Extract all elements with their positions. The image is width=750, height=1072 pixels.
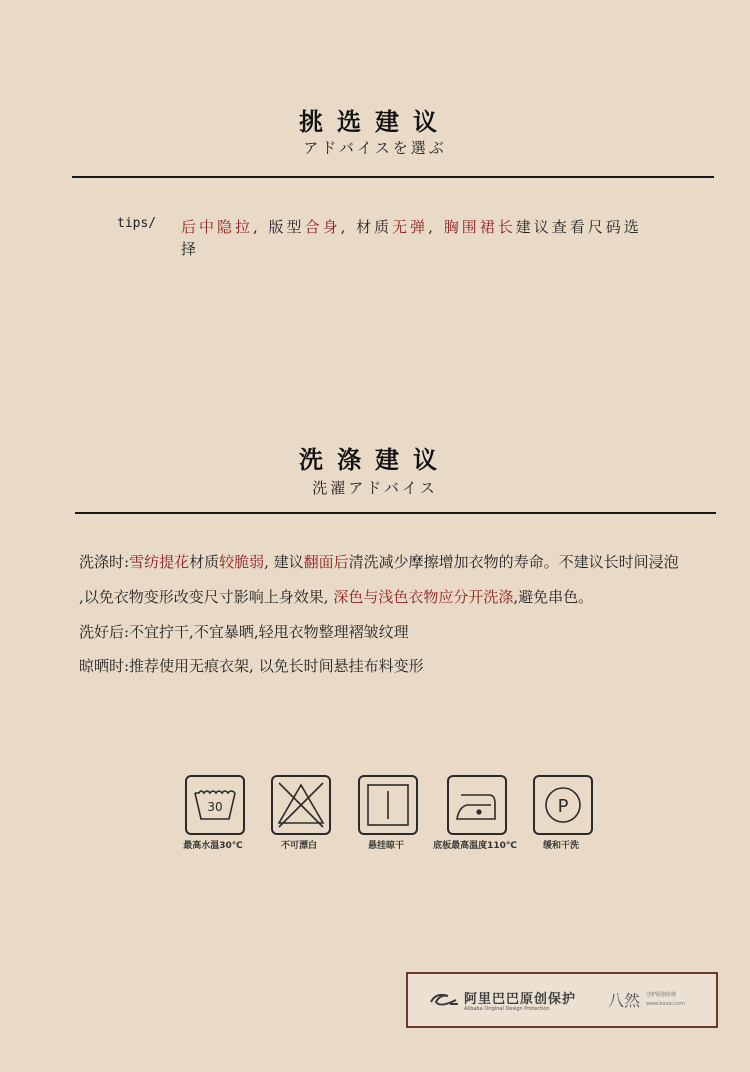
body-text: ,	[428, 218, 444, 236]
washing-divider	[75, 512, 716, 514]
highlight-text: 胸围裙长	[443, 218, 516, 236]
body-text: , 建议	[264, 553, 304, 571]
washing-paragraph	[79, 656, 729, 676]
hang-dry-icon	[358, 775, 418, 835]
highlight-text: 较脆弱	[219, 553, 265, 571]
svg-text:P: P	[557, 796, 569, 817]
washing-paragraph	[79, 622, 729, 642]
body-text: 清洗减少摩擦增加衣物的寿命。不建议长时间浸泡	[348, 553, 679, 571]
selection-subtitle: アドバイスを選ぶ	[303, 139, 447, 157]
washing-paragraph	[79, 587, 729, 607]
alibaba-logo-icon	[428, 990, 460, 1010]
dry-clean-p-icon	[533, 775, 593, 835]
highlight-text: 翻面后	[303, 553, 349, 571]
highlight-text: 后中隐拉	[181, 218, 254, 236]
selection-title: 挑选建议	[299, 107, 451, 136]
svg-text:30: 30	[207, 800, 223, 814]
body-text: ,避免串色。	[513, 588, 594, 606]
badge-cn-text: 阿里巴巴原创保护	[464, 992, 577, 1007]
brand-line2: www.bazai.com	[646, 1001, 685, 1007]
body-text: , 版型	[253, 218, 305, 236]
iron-icon	[447, 775, 507, 835]
body-text: 材质	[189, 553, 220, 571]
highlight-text: 无弹	[392, 218, 429, 236]
tips-label: tips/	[117, 216, 157, 231]
body-text: 洗涤时:	[79, 553, 130, 571]
alibaba-protection-badge	[406, 972, 718, 1028]
brand-logo: 八然	[608, 991, 641, 1010]
wash-30-icon	[185, 775, 245, 835]
icon-label-bleach: 不可漂白	[280, 841, 317, 851]
icon-label-dry: 悬挂晾干	[367, 841, 404, 851]
highlight-text: 雪纺提花	[129, 553, 190, 571]
body-text: , 材质	[340, 218, 393, 236]
body-text: 洗好后:不宜拧干,不宜暴晒,轻甩衣物整理褶皱纹理	[79, 623, 409, 641]
body-text: 建议查看尺码选择	[181, 218, 642, 258]
body-text: ,以免衣物变形改变尺寸影响上身效果,	[79, 588, 334, 606]
tips-text	[181, 216, 651, 260]
icon-label-iron: 底板最高温度110℃	[433, 841, 517, 851]
badge-en-text: Alibaba Original Design Protection	[464, 1006, 550, 1012]
icon-label-wash: 最高水温30℃	[183, 841, 243, 851]
highlight-text: 深色与浅色衣物应分开洗涤	[333, 588, 514, 606]
no-bleach-icon	[271, 775, 331, 835]
selection-divider	[72, 176, 714, 178]
brand-line1: 守护原创价值	[646, 992, 677, 998]
body-text: 晾晒时:推荐使用无痕衣架, 以免长时间悬挂布料变形	[79, 657, 424, 675]
washing-subtitle: 洗濯アドバイス	[312, 479, 438, 497]
highlight-text: 合身	[304, 218, 341, 236]
washing-title: 洗涤建议	[299, 445, 451, 474]
icon-label-dryclean: 缓和干洗	[542, 841, 579, 851]
washing-paragraph	[79, 552, 729, 572]
